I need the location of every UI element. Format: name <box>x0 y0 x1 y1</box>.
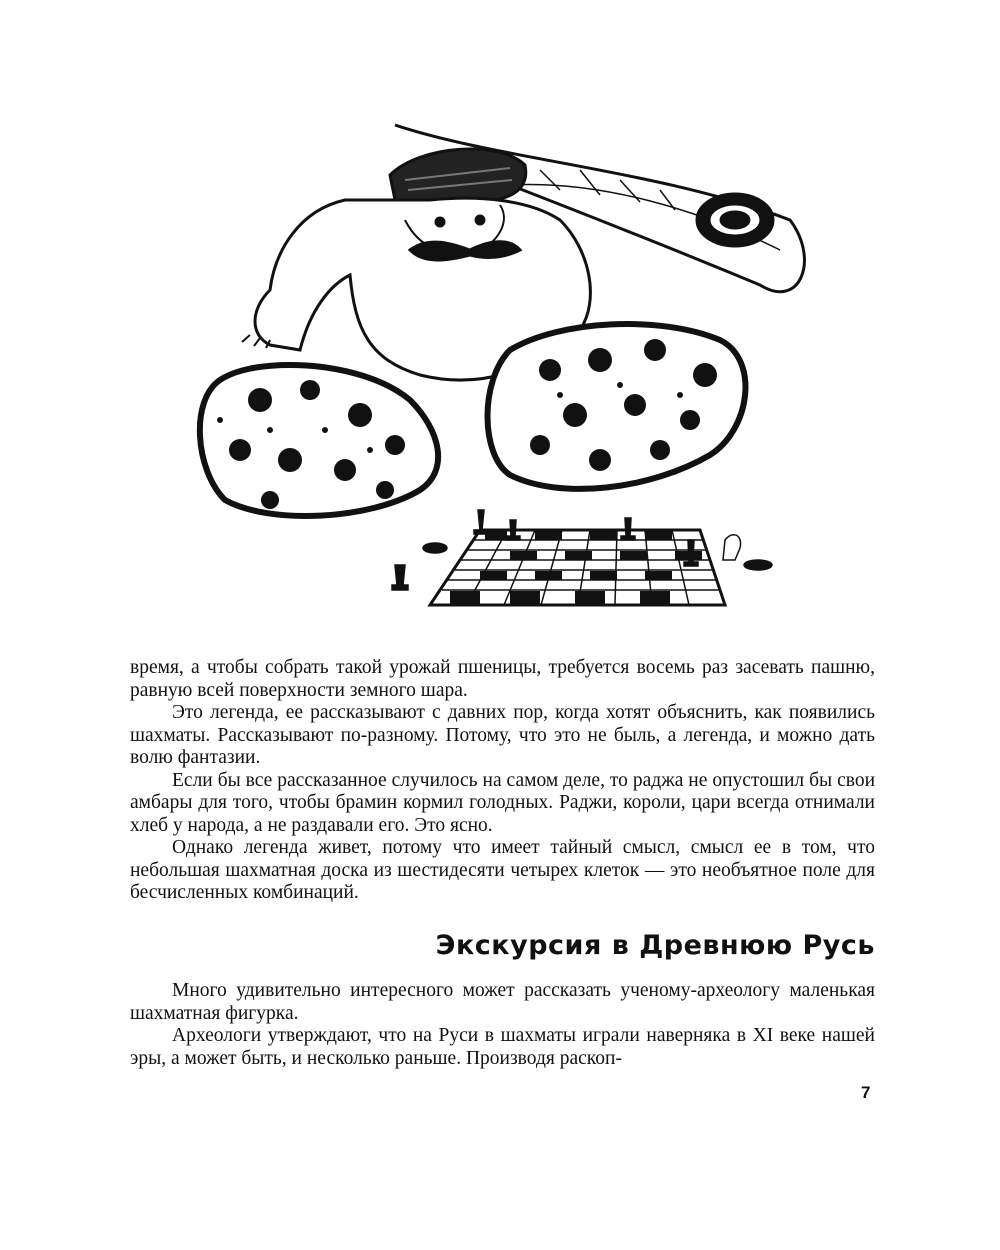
paragraph-3: Если бы все рассказанное случилось на самом деле, то раджа не опустошил бы свои амбары для того, чтобы брамин кормил голодных. Раджи, короли, цари всегда отнимали хлеб у народа, а не раздавали его. Это ясно. <box>130 769 875 836</box>
pants-left-icon <box>200 365 438 516</box>
paragraph-4: Однако легенда живет, потому что имеет тайный смысл, смысл ее в том, что небольшая шахматная доска из шестидесяти четырех клеток — это необъятное поле для бесчисленных комбинаций. <box>130 837 875 903</box>
body-text-top <box>130 657 875 905</box>
body-text-bottom <box>130 980 875 1070</box>
rajah-chess-illustration <box>180 110 820 630</box>
paragraph-2: Это легенда, ее рассказывают с давних пор, когда хотят объяснить, как появились шахматы. Рассказывают по-разному. Потому, что это не быль, а легенда, и можно дать волю фантазии. <box>130 702 875 768</box>
paragraph-1: время, а чтобы собрать такой урожай пшеницы, требуется восемь раз засевать пашню, равную всей поверхности земного шара. <box>130 657 875 701</box>
paragraph-6: Археологи утверждают, что на Руси в шахматы играли наверняка в XI веке нашей эры, а может быть, и несколько раньше. Производя раскоп- <box>130 1025 875 1069</box>
chessboard-icon <box>430 530 725 605</box>
pants-right-icon <box>488 324 746 489</box>
paragraph-5: Много удивительно интересного может рассказать ученому-археологу маленькая шахматная фигурка. <box>130 980 875 1024</box>
page-number: 7 <box>861 1083 871 1102</box>
section-title: Экскурсия в Древнюю Русь <box>435 930 875 961</box>
